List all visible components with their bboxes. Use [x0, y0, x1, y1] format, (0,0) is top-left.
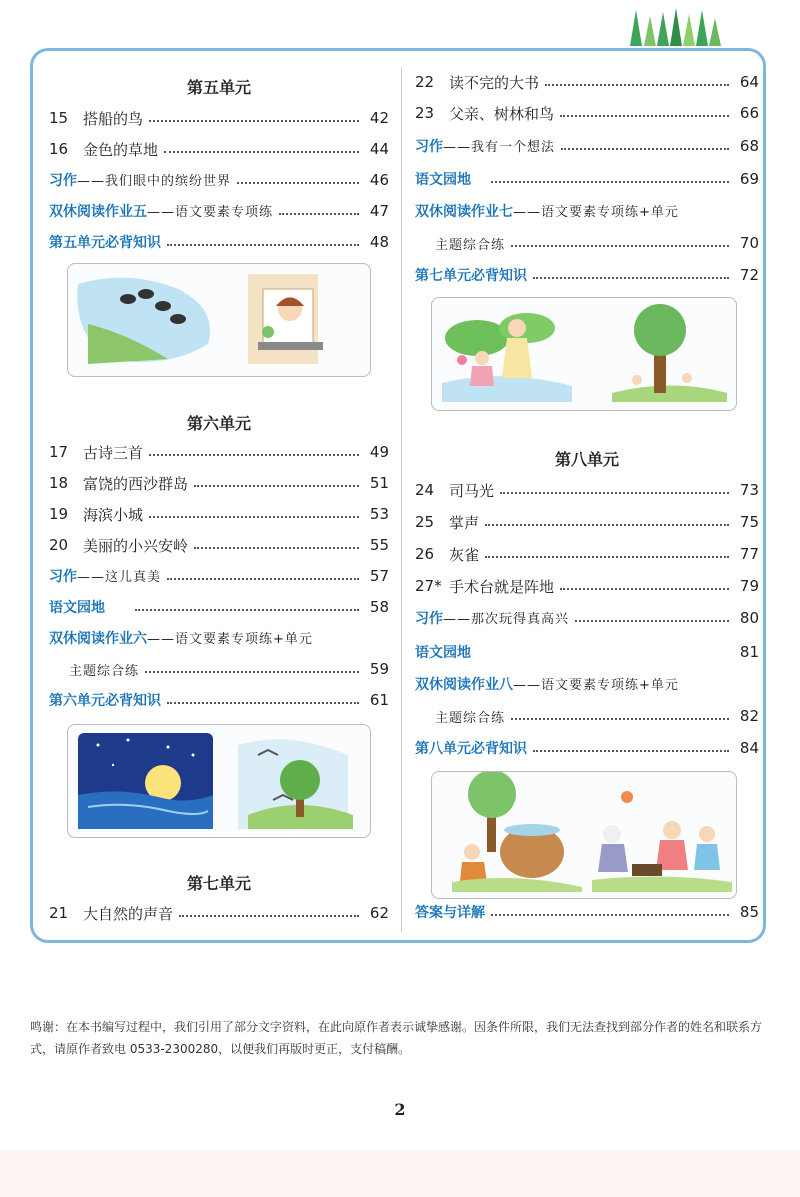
toc-panel	[30, 48, 766, 943]
entry-page: 75	[739, 513, 759, 531]
illustration-birds-and-girl	[67, 263, 371, 377]
leader-dots	[279, 213, 359, 215]
leader-dots	[511, 718, 729, 720]
illustration-lotus-and-tree	[431, 297, 737, 411]
acknowledgement-text: 鸣谢：在本书编写过程中，我们引用了部分文字资料，在此向原作者表示诚挚感谢。因条件所限，我们无法查找到部分作者的姓名和联系方式，请原作者致电 0533-2300280，以便我们再版时更正，支付稿酬。	[30, 1020, 763, 1056]
toc-entry[interactable]	[49, 472, 389, 494]
toc-entry-answers[interactable]	[415, 901, 759, 923]
toc-entry[interactable]	[415, 479, 759, 501]
entry-page: 49	[369, 443, 389, 461]
toc-entry[interactable]	[49, 441, 389, 463]
unit-heading: 第五单元	[186, 78, 251, 97]
entry-title: 大自然的声音	[83, 904, 174, 923]
leader-dots	[500, 492, 729, 494]
entry-title: 读不完的大书	[449, 73, 540, 92]
page-number: 2	[394, 1100, 406, 1119]
entry-page: 53	[369, 505, 389, 523]
toc-entry[interactable]	[415, 102, 759, 124]
entry-page: 46	[369, 171, 389, 189]
entry-number: 26	[415, 545, 435, 563]
entry-title: 答案与详解	[415, 905, 485, 921]
toc-entry-xizuo[interactable]	[49, 565, 389, 587]
entry-page: 47	[369, 202, 389, 220]
entry-number: 27*	[415, 577, 442, 595]
entry-title: 第七单元必背知识	[415, 268, 527, 284]
entry-page: 42	[369, 109, 389, 127]
toc-entry-homework-cont[interactable]	[415, 232, 759, 254]
toc-entry[interactable]	[49, 902, 389, 924]
entry-title: 金色的草地	[83, 140, 159, 159]
toc-entry-xizuo[interactable]	[415, 135, 759, 157]
column-divider	[401, 67, 402, 932]
leader-dots	[194, 547, 359, 549]
toc-entry-yuandi[interactable]	[49, 596, 389, 618]
leader-dots	[149, 454, 359, 456]
leader-dots	[533, 277, 729, 279]
entry-title: 习作——我有一个想法	[415, 139, 556, 155]
leader-dots	[533, 750, 729, 752]
entry-number: 17	[49, 443, 69, 461]
leader-dots	[167, 702, 359, 704]
entry-title: 父亲、树林和鸟	[449, 104, 555, 123]
leader-dots	[164, 151, 359, 153]
leader-dots	[237, 182, 359, 184]
entry-page: 79	[739, 577, 759, 595]
toc-entry[interactable]	[49, 503, 389, 525]
footer-band	[0, 1150, 800, 1197]
entry-title: 习作——这儿真美	[49, 569, 162, 585]
entry-title: 主题综合练	[69, 663, 140, 679]
entry-page: 81	[739, 643, 759, 661]
entry-page: 58	[369, 598, 389, 616]
leader-dots	[491, 914, 729, 916]
leader-dots	[167, 578, 359, 580]
entry-title: 美丽的小兴安岭	[83, 536, 189, 555]
entry-page: 61	[369, 691, 389, 709]
leader-dots	[179, 915, 359, 917]
entry-page: 80	[739, 609, 759, 627]
entry-title: 灰雀	[449, 545, 480, 564]
entry-page: 77	[739, 545, 759, 563]
leader-dots	[575, 620, 729, 622]
entry-title: 双休阅读作业七——语文要素专项练+单元	[415, 204, 679, 220]
illustration-moon-and-sea	[67, 724, 371, 838]
leader-dots	[560, 588, 729, 590]
toc-entry[interactable]	[415, 543, 759, 565]
toc-entry-yuandi[interactable]	[415, 641, 759, 663]
entry-page: 51	[369, 474, 389, 492]
toc-entry-bibei[interactable]	[415, 264, 759, 286]
entry-title: 语文园地	[415, 172, 471, 188]
entry-number: 21	[49, 904, 69, 922]
entry-title: 古诗三首	[83, 443, 144, 462]
toc-entry-xizuo[interactable]	[49, 169, 389, 191]
toc-entry[interactable]	[415, 71, 759, 93]
entry-page: 57	[369, 567, 389, 585]
leader-dots	[194, 485, 359, 487]
toc-entry-homework[interactable]	[49, 200, 389, 222]
toc-entry-homework[interactable]	[415, 200, 759, 222]
entry-number: 25	[415, 513, 435, 531]
entry-page: 66	[739, 104, 759, 122]
entry-page: 48	[369, 233, 389, 251]
entry-number: 23	[415, 104, 435, 122]
leader-dots	[485, 556, 729, 558]
entry-title: 双休阅读作业五——语文要素专项练	[49, 204, 274, 220]
toc-entry[interactable]	[49, 107, 389, 129]
entry-page: 62	[369, 904, 389, 922]
leader-dots	[491, 181, 729, 183]
toc-entry-bibei[interactable]	[49, 231, 389, 253]
toc-entry[interactable]	[415, 575, 759, 597]
entry-title: 双休阅读作业八——语文要素专项练+单元	[415, 677, 679, 693]
leader-dots	[145, 671, 359, 673]
illustration-sima-guang	[431, 771, 737, 899]
entry-number: 16	[49, 140, 69, 158]
entry-title: 双休阅读作业六——语文要素专项练+单元	[49, 631, 313, 647]
entry-page: 82	[739, 707, 759, 725]
entry-title: 手术台就是阵地	[449, 577, 555, 596]
entry-title: 搭船的鸟	[83, 109, 144, 128]
entry-page: 84	[739, 739, 759, 757]
entry-title: 习作——那次玩得真高兴	[415, 611, 570, 627]
entry-title: 第五单元必背知识	[49, 235, 161, 251]
entry-page: 72	[739, 266, 759, 284]
entry-title: 第八单元必背知识	[415, 741, 527, 757]
unit-heading: 第六单元	[186, 414, 251, 433]
entry-page: 64	[739, 73, 759, 91]
toc-entry-homework[interactable]	[415, 673, 759, 695]
entry-title: 主题综合练	[435, 710, 506, 726]
leader-dots	[545, 84, 729, 86]
entry-page: 68	[739, 137, 759, 155]
entry-page: 70	[739, 234, 759, 252]
leader-dots	[561, 148, 729, 150]
entry-number: 24	[415, 481, 435, 499]
entry-title: 语文园地	[49, 600, 105, 616]
toc-entry[interactable]	[49, 534, 389, 556]
leader-dots	[511, 245, 729, 247]
toc-entry-yuandi[interactable]	[415, 168, 759, 190]
entry-number: 15	[49, 109, 69, 127]
leader-dots	[135, 609, 359, 611]
entry-title: 主题综合练	[435, 237, 506, 253]
toc-entry-bibei[interactable]	[49, 689, 389, 711]
entry-number: 18	[49, 474, 69, 492]
entry-title: 富饶的西沙群岛	[83, 474, 189, 493]
leader-dots	[149, 120, 359, 122]
unit-heading: 第八单元	[554, 450, 619, 469]
entry-page: 85	[739, 903, 759, 921]
entry-title: 海滨小城	[83, 505, 144, 524]
toc-entry-xizuo[interactable]	[415, 607, 759, 629]
toc-entry-homework-cont[interactable]	[49, 658, 389, 680]
entry-title: 掌声	[449, 513, 480, 532]
entry-page: 44	[369, 140, 389, 158]
unit-heading: 第七单元	[186, 874, 251, 893]
entry-title: 第六单元必背知识	[49, 693, 161, 709]
entry-page: 55	[369, 536, 389, 554]
entry-page: 73	[739, 481, 759, 499]
leader-dots	[560, 115, 729, 117]
toc-entry[interactable]	[49, 138, 389, 160]
entry-title: 习作——我们眼中的缤纷世界	[49, 173, 232, 189]
entry-number: 20	[49, 536, 69, 554]
entry-number: 19	[49, 505, 69, 523]
trees-decoration-icon	[624, 6, 734, 46]
entry-page: 59	[369, 660, 389, 678]
toc-entry[interactable]	[415, 511, 759, 533]
toc-entry-bibei[interactable]	[415, 737, 759, 759]
leader-dots	[485, 524, 729, 526]
toc-entry-homework-cont[interactable]	[415, 705, 759, 727]
entry-title: 语文园地	[415, 645, 471, 661]
leader-dots	[149, 516, 359, 518]
leader-dots	[167, 244, 359, 246]
entry-number: 22	[415, 73, 435, 91]
entry-title: 司马光	[449, 481, 495, 500]
toc-entry-homework[interactable]	[49, 627, 389, 649]
entry-page: 69	[739, 170, 759, 188]
